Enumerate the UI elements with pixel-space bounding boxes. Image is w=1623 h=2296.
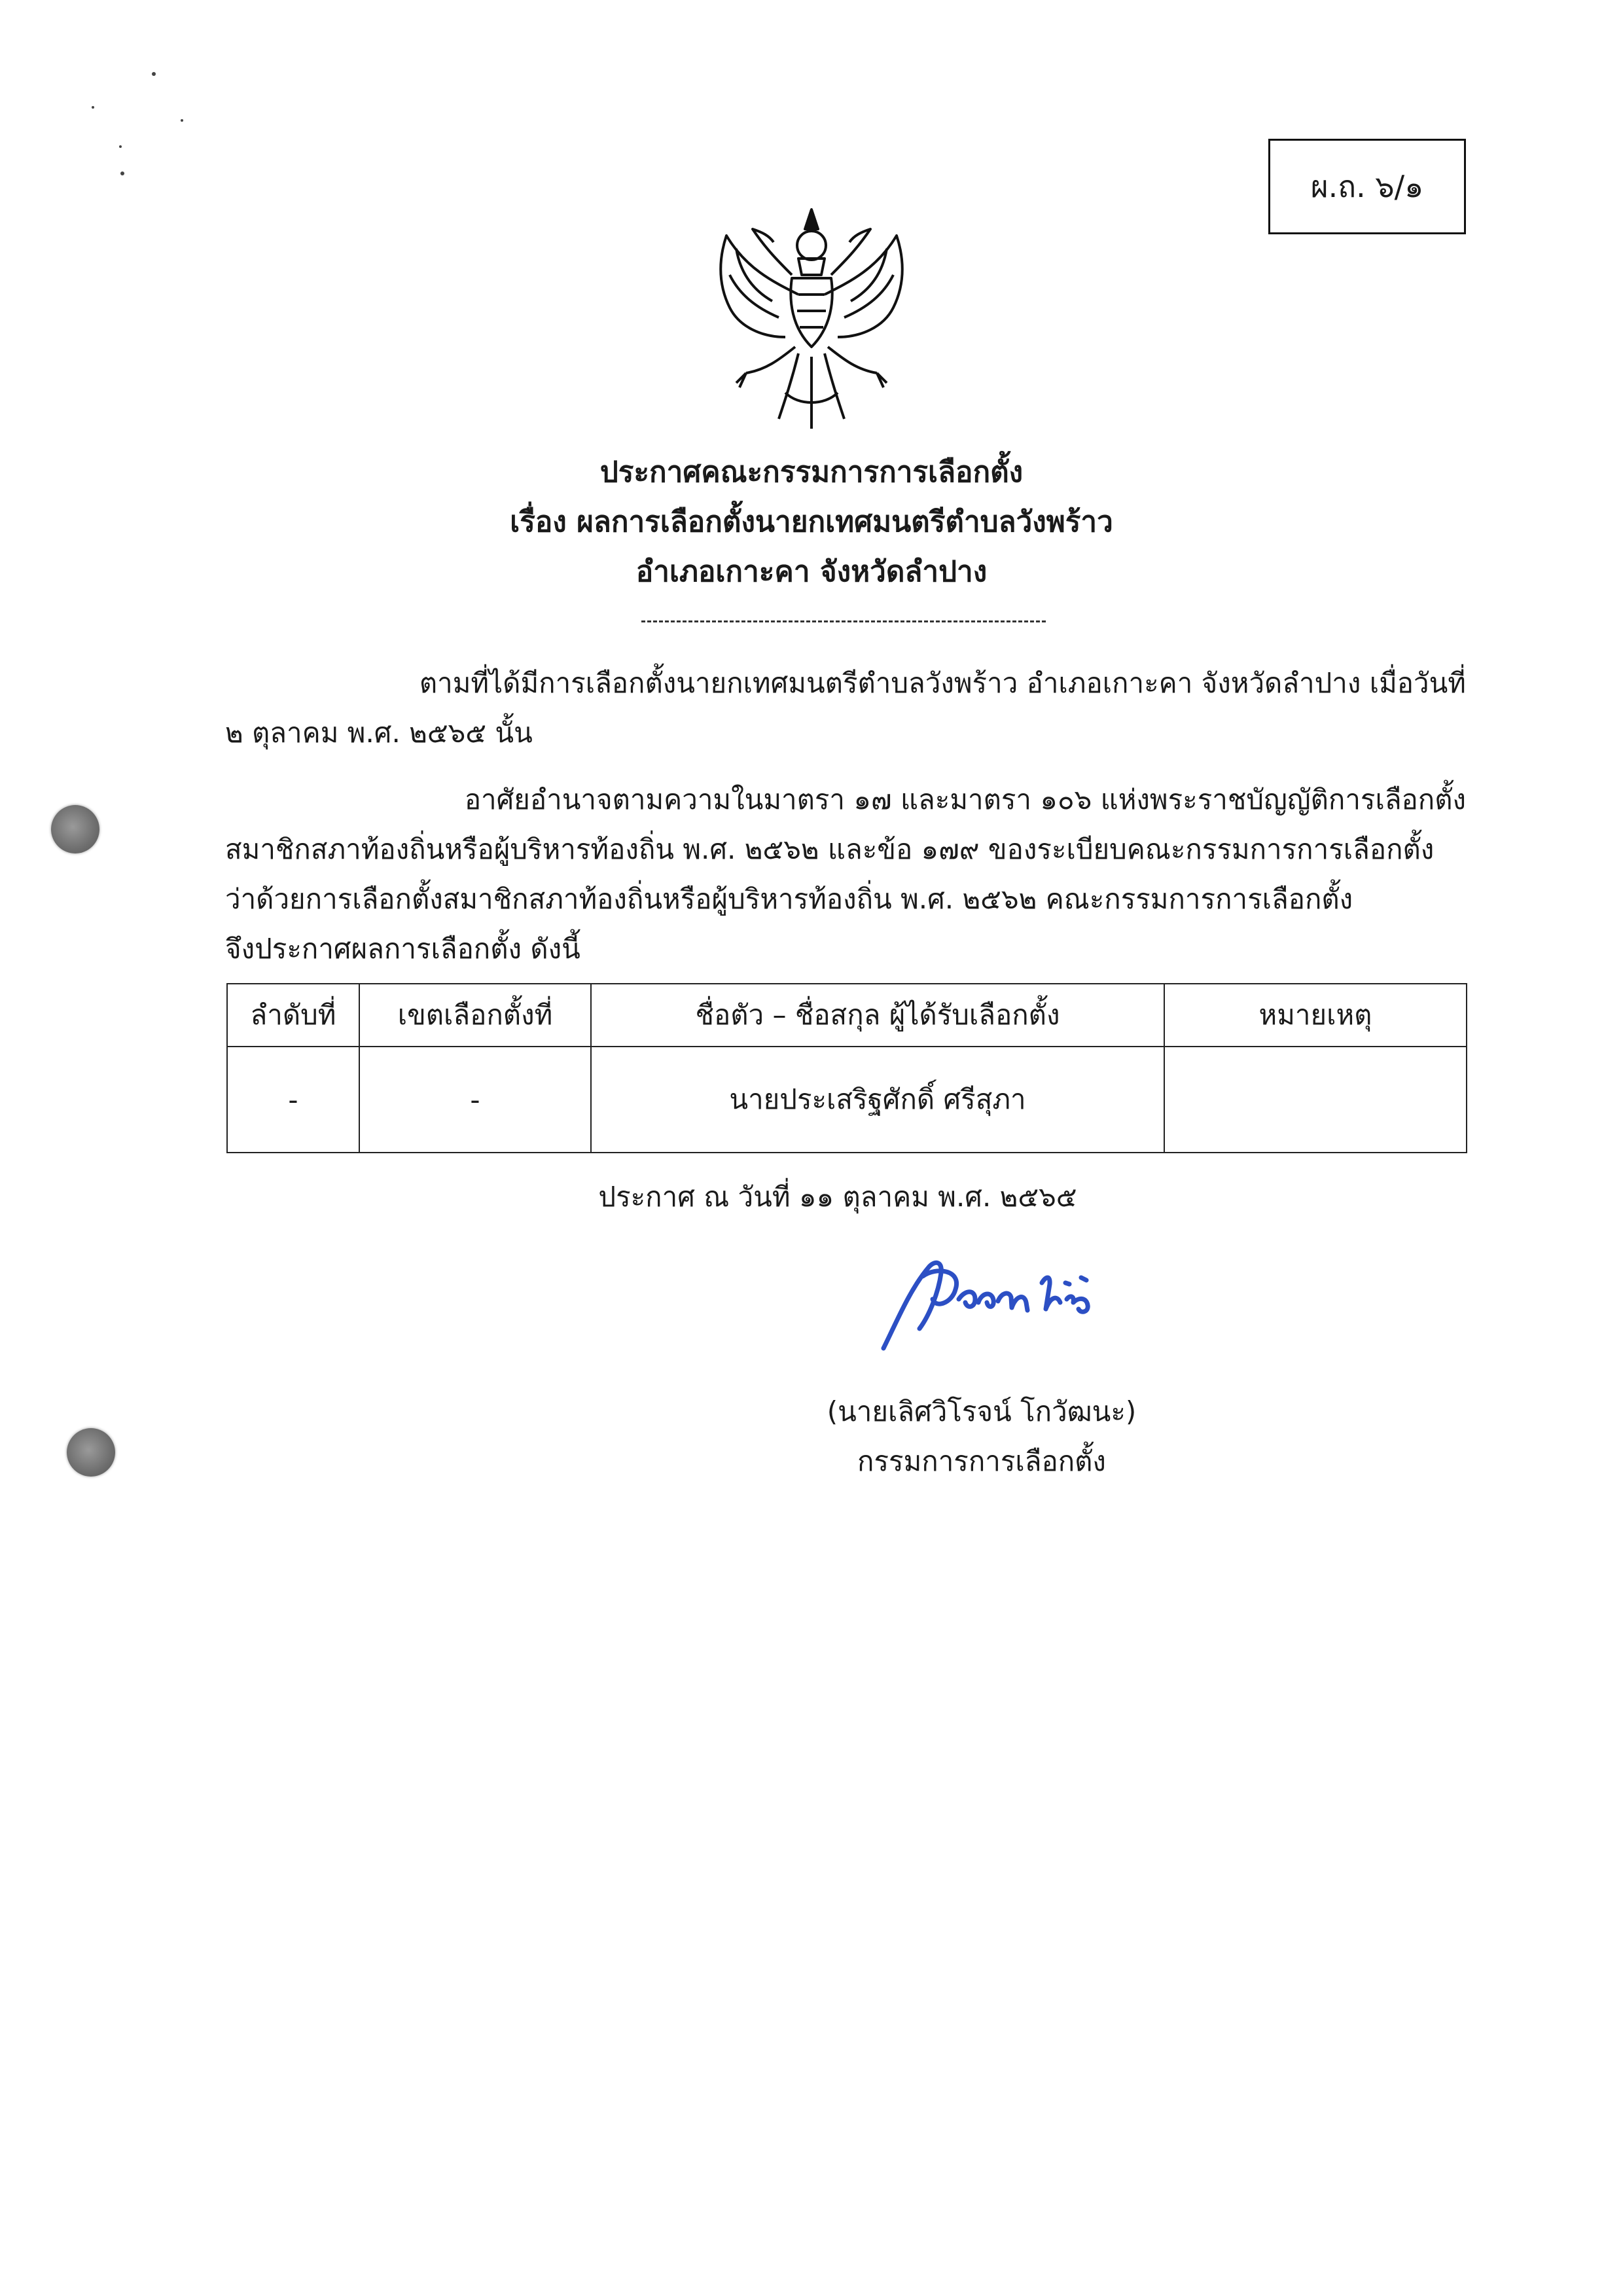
header-order: ลำดับที่ [227, 984, 359, 1047]
cell-order: - [227, 1047, 359, 1153]
table-row [227, 1047, 1467, 1153]
paragraph-1 [225, 658, 1466, 758]
paragraph-2 [225, 775, 1466, 974]
announcement-date: ประกาศ ณ วันที่ ๑๑ ตุลาคม พ.ศ. ๒๕๖๕ [598, 1181, 1077, 1213]
paragraph-2-line-2: สมาชิกสภาท้องถิ่นหรือผู้บริหารท้องถิ่น พ.ศ. ๒๕๖๒ และข้อ ๑๗๙ ของระเบียบคณะกรรมการการเลือกตั้ง [225, 833, 1435, 865]
cell-district: - [359, 1047, 591, 1153]
paragraph-2-line-1 [225, 775, 1466, 825]
paragraph-1-line-1-text: ตามที่ได้มีการเลือกตั้งนายกเทศมนตรีตำบลวังพร้าว อำเภอเกาะคา จังหวัดลำปาง เมื่อวันที่ [419, 667, 1466, 699]
scan-speck [92, 106, 94, 109]
scan-speck [119, 145, 122, 148]
document-title: ประกาศคณะกรรมการการเลือกตั้ง [599, 456, 1024, 489]
table-header-row [227, 984, 1467, 1047]
document-location: อำเภอเกาะคา จังหวัดลำปาง [635, 555, 988, 588]
paragraph-1-line-2: ๒ ตุลาคม พ.ศ. ๒๕๖๕ นั้น [225, 717, 533, 749]
document-subject: เรื่อง ผลการเลือกตั้งนายกเทศมนตรีตำบลวังพร้าว [510, 505, 1113, 539]
paragraph-2-line-4: จึงประกาศผลการเลือกตั้ง ดังนี้ [225, 933, 580, 965]
header-divider [641, 620, 1046, 622]
paragraph-2-line-1-text: อาศัยอำนาจตามความในมาตรา ๑๗ และมาตรา ๑๐๖ แห่งพระราชบัญญัติการเลือกตั้ง [464, 783, 1466, 816]
scan-speck [181, 119, 183, 122]
garuda-emblem-icon [700, 196, 923, 439]
handwritten-signature-icon [870, 1237, 1119, 1355]
cell-remark [1164, 1047, 1467, 1153]
cell-name: นายประเสริฐศักดิ์ ศรีสุภา [591, 1047, 1164, 1153]
scan-speck [152, 72, 156, 76]
form-code: ผ.ถ. ๖/๑ [1310, 168, 1424, 204]
signer-title: กรรมการการเลือกตั้ง [857, 1445, 1106, 1477]
scan-speck [120, 171, 124, 175]
header-remark: หมายเหตุ [1164, 984, 1467, 1047]
election-results-table [226, 983, 1467, 1153]
header-name: ชื่อตัว – ชื่อสกุล ผู้ได้รับเลือกตั้ง [591, 984, 1164, 1047]
paragraph-2-line-3: ว่าด้วยการเลือกตั้งสมาชิกสภาท้องถิ่นหรือผู้บริหารท้องถิ่น พ.ศ. ๒๕๖๒ คณะกรรมการการเลือกตั้ง [225, 883, 1353, 915]
punch-hole-bottom [67, 1428, 115, 1477]
header-district: เขตเลือกตั้งที่ [359, 984, 591, 1047]
signer-name: (นายเลิศวิโรจน์ โกวัฒนะ) [827, 1395, 1137, 1427]
paragraph-1-line-1 [225, 658, 1466, 708]
punch-hole-top [51, 805, 99, 853]
form-code-box [1268, 139, 1466, 234]
